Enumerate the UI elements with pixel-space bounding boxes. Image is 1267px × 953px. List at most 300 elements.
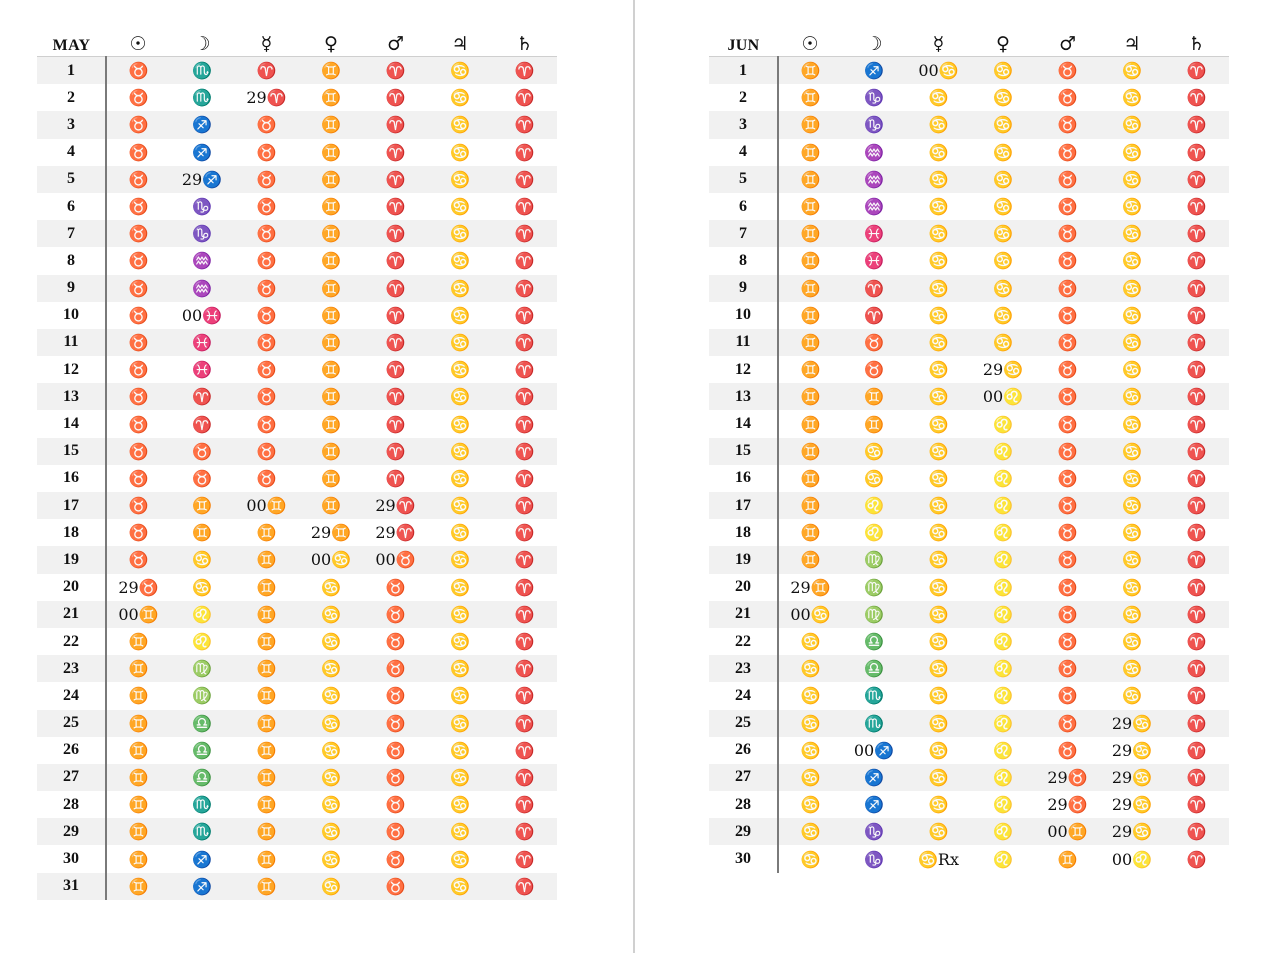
day-number-cell: 24: [709, 682, 778, 709]
venus-sign-cell: ♋: [321, 604, 341, 624]
saturn-sign-cell: ♈: [1186, 414, 1207, 434]
mars-sign-cell: ♉: [1057, 61, 1078, 81]
jupiter-sign-cell: ♋: [450, 224, 470, 244]
mars-sign-cell: ♉: [1057, 115, 1078, 135]
mars-sign-cell: ♉: [1057, 550, 1078, 570]
mars-sign-cell: ♈: [385, 387, 406, 407]
mercury-sign-cell: ♊: [256, 577, 277, 597]
mercury-sign-cell: ♋: [928, 686, 949, 706]
moon-sign-cell: ♋: [192, 550, 212, 570]
mars-sign-cell: ♉: [385, 686, 406, 706]
jupiter-sign-cell: 29♋: [1111, 795, 1153, 815]
table-row: [709, 329, 1229, 356]
mercury-sign-cell: ♉: [256, 305, 277, 325]
jupiter-sign-cell: ♋: [450, 387, 470, 407]
moon-sign-cell: ♎: [192, 767, 212, 787]
jupiter-sign-cell: ♋: [1122, 332, 1142, 352]
jupiter-sign-cell: ♋: [450, 169, 470, 189]
saturn-sign-cell: ♈: [514, 197, 535, 217]
table-row: [709, 655, 1229, 682]
mercury-sign-cell: ♉: [256, 251, 277, 271]
sun-sign-cell: ♊: [128, 659, 149, 679]
sun-sign-cell: ♉: [128, 224, 149, 244]
mercury-sign-cell: ♋: [928, 169, 949, 189]
saturn-sign-cell: ♈: [514, 767, 535, 787]
table-row: [37, 519, 557, 546]
moon-sign-cell: ♌: [192, 604, 212, 624]
mercury-sign-cell: ♋: [928, 197, 949, 217]
day-number-cell: 8: [709, 247, 778, 274]
moon-icon: ☽: [193, 33, 211, 55]
mercury-sign-cell: ♋: [928, 632, 949, 652]
venus-sign-cell: ♋: [993, 251, 1013, 271]
moon-sign-cell: ♎: [864, 659, 884, 679]
jupiter-sign-cell: ♋: [1122, 659, 1142, 679]
saturn-icon: ♄: [1187, 33, 1206, 55]
mercury-sign-cell: ♊: [256, 659, 277, 679]
mars-sign-cell: ♉: [1057, 142, 1078, 162]
venus-sign-cell: ♋: [321, 686, 341, 706]
table-row: [709, 574, 1229, 601]
saturn-sign-cell: ♈: [1186, 577, 1207, 597]
day-number-cell: 11: [709, 329, 778, 356]
moon-sign-cell: ♌: [864, 523, 884, 543]
table-row: [709, 465, 1229, 492]
mars-sign-cell: ♈: [385, 197, 406, 217]
sun-sign-cell: ♊: [800, 61, 821, 81]
day-number-cell: 23: [709, 655, 778, 682]
day-number-cell: 14: [37, 410, 106, 437]
jupiter-sign-cell: 00♌: [1111, 849, 1153, 869]
jupiter-sign-cell: ♋: [1122, 61, 1142, 81]
day-number-cell: 24: [37, 682, 106, 709]
mars-sign-cell: ♈: [385, 332, 406, 352]
saturn-sign-cell: ♈: [514, 795, 535, 815]
sun-icon: ☉: [801, 33, 819, 55]
table-row: [37, 492, 557, 519]
sun-sign-cell: ♊: [128, 632, 149, 652]
table-row: [37, 410, 557, 437]
jupiter-sign-cell: ♋: [1122, 632, 1142, 652]
sun-sign-cell: ♊: [128, 713, 149, 733]
sun-sign-cell: 00♋: [790, 604, 831, 624]
moon-sign-cell: ♑: [192, 197, 212, 217]
saturn-sign-cell: ♈: [1186, 822, 1207, 842]
day-number-cell: 9: [37, 275, 106, 302]
saturn-sign-cell: ♈: [514, 523, 535, 543]
mercury-sign-cell: 00♊: [246, 496, 287, 516]
sun-sign-cell: ♊: [800, 523, 821, 543]
table-row: [709, 275, 1229, 302]
mars-sign-cell: ♉: [1057, 577, 1078, 597]
jupiter-sign-cell: ♋: [1122, 387, 1142, 407]
table-row: [709, 438, 1229, 465]
venus-sign-cell: ♋: [993, 142, 1013, 162]
table-row: [709, 193, 1229, 220]
venus-sign-cell: ♌: [993, 659, 1013, 679]
table-row: [37, 383, 557, 410]
sun-sign-cell: ♋: [800, 713, 821, 733]
moon-sign-cell: ♉: [864, 332, 884, 352]
jupiter-sign-cell: 29♋: [1111, 713, 1153, 733]
saturn-sign-cell: ♈: [514, 387, 535, 407]
moon-sign-cell: ♐: [192, 849, 212, 869]
venus-sign-cell: ♌: [993, 795, 1013, 815]
mars-sign-cell: ♉: [385, 795, 406, 815]
venus-sign-cell: 00♌: [982, 387, 1024, 407]
mars-sign-cell: ♈: [385, 142, 406, 162]
saturn-sign-cell: ♈: [514, 88, 535, 108]
may-table-body: [37, 57, 557, 900]
mercury-sign-cell: ♊: [256, 876, 277, 896]
mercury-sign-cell: ♋: [928, 523, 949, 543]
table-row: [709, 383, 1229, 410]
mars-sign-cell: ♈: [385, 441, 406, 461]
sun-sign-cell: ♊: [800, 278, 821, 298]
day-number-cell: 25: [709, 710, 778, 737]
mercury-sign-cell: 29♈: [246, 88, 287, 108]
venus-sign-cell: ♊: [321, 224, 341, 244]
sun-sign-cell: ♋: [800, 822, 821, 842]
sun-sign-cell: ♉: [128, 496, 149, 516]
saturn-sign-cell: ♈: [514, 360, 535, 380]
venus-sign-cell: ♊: [321, 169, 341, 189]
table-row: [37, 465, 557, 492]
table-row: [709, 519, 1229, 546]
mars-sign-cell: ♈: [385, 414, 406, 434]
moon-sign-cell: ♊: [864, 387, 884, 407]
mars-sign-cell: ♉: [1057, 740, 1078, 760]
mercury-sign-cell: ♊: [256, 822, 277, 842]
venus-sign-cell: ♌: [993, 632, 1013, 652]
day-number-cell: 16: [709, 465, 778, 492]
day-number-cell: 28: [37, 791, 106, 818]
day-number-cell: 29: [37, 818, 106, 845]
venus-sign-cell: ♊: [321, 332, 341, 352]
table-row: [709, 546, 1229, 573]
day-number-cell: 22: [37, 628, 106, 655]
venus-sign-cell: ♋: [321, 876, 341, 896]
venus-sign-cell: ♌: [993, 523, 1013, 543]
jupiter-sign-cell: ♋: [450, 876, 470, 896]
jupiter-sign-cell: ♋: [450, 441, 470, 461]
moon-sign-cell: ♋: [864, 468, 884, 488]
sun-icon: ☉: [129, 33, 147, 55]
saturn-sign-cell: ♈: [514, 632, 535, 652]
jupiter-sign-cell: 29♋: [1111, 822, 1153, 842]
day-number-cell: 5: [709, 166, 778, 193]
mars-sign-cell: ♈: [385, 115, 406, 135]
mercury-sign-cell: ♊: [256, 686, 277, 706]
sun-sign-cell: ♊: [128, 795, 149, 815]
day-number-cell: 18: [37, 519, 106, 546]
jupiter-sign-cell: ♋: [450, 659, 470, 679]
jupiter-sign-cell: ♋: [450, 278, 470, 298]
mercury-sign-cell: ♉: [256, 332, 277, 352]
table-row: [37, 818, 557, 845]
day-number-cell: 27: [709, 764, 778, 791]
saturn-sign-cell: ♈: [514, 577, 535, 597]
mars-sign-cell: ♉: [1057, 224, 1078, 244]
sun-sign-cell: ♋: [800, 632, 821, 652]
mercury-sign-cell: ♋: [928, 550, 949, 570]
mars-sign-cell: 00♉: [375, 550, 416, 570]
sun-sign-cell: 00♊: [118, 604, 159, 624]
mars-sign-cell: ♉: [1057, 604, 1078, 624]
saturn-sign-cell: ♈: [1186, 740, 1207, 760]
saturn-sign-cell: ♈: [514, 740, 535, 760]
day-number-cell: 5: [37, 166, 106, 193]
sun-sign-cell: ♊: [128, 767, 149, 787]
mercury-sign-cell: ♉: [256, 197, 277, 217]
sun-sign-cell: ♊: [800, 142, 821, 162]
sun-sign-cell: ♊: [800, 550, 821, 570]
day-number-cell: 2: [709, 84, 778, 111]
jupiter-sign-cell: ♋: [1122, 278, 1142, 298]
saturn-sign-cell: ♈: [514, 142, 535, 162]
day-number-cell: 26: [37, 737, 106, 764]
day-number-cell: 19: [37, 546, 106, 573]
sun-sign-cell: ♊: [800, 332, 821, 352]
day-number-cell: 17: [37, 492, 106, 519]
mercury-sign-cell: ♋: [928, 767, 949, 787]
mars-sign-cell: ♊: [1057, 849, 1078, 869]
day-number-cell: 16: [37, 465, 106, 492]
saturn-sign-cell: ♈: [1186, 441, 1207, 461]
mars-sign-cell: ♉: [1057, 414, 1078, 434]
moon-sign-cell: ♒: [192, 251, 212, 271]
saturn-sign-cell: ♈: [1186, 278, 1207, 298]
table-row: [37, 710, 557, 737]
moon-sign-cell: ♉: [192, 441, 212, 461]
venus-sign-cell: ♋: [993, 115, 1013, 135]
mars-sign-cell: ♉: [385, 713, 406, 733]
sun-sign-cell: ♋: [800, 767, 821, 787]
day-number-cell: 12: [37, 356, 106, 383]
mars-sign-cell: ♉: [1057, 169, 1078, 189]
venus-sign-cell: ♊: [321, 496, 341, 516]
sun-sign-cell: ♉: [128, 115, 149, 135]
venus-sign-cell: ♌: [993, 713, 1013, 733]
sun-sign-cell: ♊: [800, 468, 821, 488]
mercury-sign-cell: ♋Rx: [918, 849, 959, 869]
sun-sign-cell: ♉: [128, 332, 149, 352]
saturn-sign-cell: ♈: [1186, 468, 1207, 488]
venus-sign-cell: ♌: [993, 441, 1013, 461]
table-row: [37, 845, 557, 872]
moon-sign-cell: ♍: [864, 550, 884, 570]
mars-sign-cell: 00♊: [1047, 822, 1088, 842]
jupiter-sign-cell: ♋: [450, 632, 470, 652]
jun-ephemeris-table: [709, 28, 1229, 873]
mercury-sign-cell: ♊: [256, 604, 277, 624]
mercury-sign-cell: ♉: [256, 387, 277, 407]
venus-sign-cell: ♌: [993, 767, 1013, 787]
venus-sign-cell: ♌: [993, 468, 1013, 488]
venus-sign-cell: ♊: [321, 278, 341, 298]
saturn-sign-cell: ♈: [514, 550, 535, 570]
mars-sign-cell: 29♉: [1047, 767, 1088, 787]
day-number-cell: 12: [709, 356, 778, 383]
mars-sign-cell: ♈: [385, 360, 406, 380]
day-number-cell: 7: [37, 220, 106, 247]
mercury-sign-cell: ♋: [928, 251, 949, 271]
jupiter-sign-cell: ♋: [1122, 550, 1142, 570]
day-number-cell: 4: [37, 139, 106, 166]
sun-sign-cell: ♉: [128, 197, 149, 217]
day-number-cell: 21: [37, 601, 106, 628]
venus-sign-cell: ♋: [993, 197, 1013, 217]
table-row: [37, 655, 557, 682]
table-row: [709, 84, 1229, 111]
sun-sign-cell: ♊: [800, 115, 821, 135]
mars-sign-cell: ♉: [385, 767, 406, 787]
jupiter-sign-cell: ♋: [450, 305, 470, 325]
jupiter-sign-cell: ♋: [1122, 88, 1142, 108]
jupiter-sign-cell: ♋: [1122, 414, 1142, 434]
month-header: JUN: [727, 37, 760, 54]
moon-sign-cell: ♈: [192, 414, 212, 434]
jupiter-sign-cell: ♋: [450, 414, 470, 434]
moon-sign-cell: ♍: [864, 604, 884, 624]
venus-icon: ♀: [324, 33, 338, 55]
moon-sign-cell: ♒: [864, 197, 884, 217]
moon-sign-cell: ♏: [864, 686, 884, 706]
moon-sign-cell: ♏: [864, 713, 884, 733]
venus-sign-cell: ♊: [321, 197, 341, 217]
day-number-cell: 22: [709, 628, 778, 655]
table-row: [37, 139, 557, 166]
jupiter-sign-cell: ♋: [1122, 305, 1142, 325]
jupiter-sign-cell: ♋: [1122, 169, 1142, 189]
venus-sign-cell: ♋: [993, 305, 1013, 325]
table-row: [709, 166, 1229, 193]
sun-sign-cell: ♊: [128, 876, 149, 896]
saturn-sign-cell: ♈: [1186, 550, 1207, 570]
saturn-sign-cell: ♈: [514, 115, 535, 135]
jupiter-sign-cell: ♋: [450, 360, 470, 380]
mercury-icon: ☿: [260, 33, 273, 55]
mars-sign-cell: ♉: [1057, 278, 1078, 298]
moon-sign-cell: ♏: [192, 822, 212, 842]
day-number-cell: 10: [709, 302, 778, 329]
mercury-sign-cell: ♊: [256, 795, 277, 815]
moon-sign-cell: ♍: [864, 577, 884, 597]
mars-sign-cell: 29♈: [375, 496, 416, 516]
sun-sign-cell: ♊: [800, 169, 821, 189]
mercury-sign-cell: ♋: [928, 88, 949, 108]
table-row: [37, 220, 557, 247]
sun-sign-cell: ♉: [128, 387, 149, 407]
saturn-sign-cell: ♈: [1186, 767, 1207, 787]
table-row: [37, 546, 557, 573]
mercury-sign-cell: ♊: [256, 849, 277, 869]
jupiter-sign-cell: ♋: [450, 550, 470, 570]
day-number-cell: 7: [709, 220, 778, 247]
jupiter-sign-cell: ♋: [450, 849, 470, 869]
venus-sign-cell: ♋: [321, 767, 341, 787]
jupiter-sign-cell: ♋: [1122, 496, 1142, 516]
mercury-sign-cell: ♋: [928, 659, 949, 679]
saturn-sign-cell: ♈: [1186, 849, 1207, 869]
saturn-sign-cell: ♈: [514, 61, 535, 81]
jupiter-sign-cell: ♋: [1122, 251, 1142, 271]
sun-sign-cell: ♉: [128, 61, 149, 81]
mars-sign-cell: ♈: [385, 169, 406, 189]
saturn-sign-cell: ♈: [1186, 496, 1207, 516]
moon-sign-cell: ♈: [192, 387, 212, 407]
saturn-sign-cell: ♈: [514, 659, 535, 679]
saturn-sign-cell: ♈: [514, 686, 535, 706]
venus-sign-cell: ♋: [993, 332, 1013, 352]
mars-sign-cell: ♉: [385, 659, 406, 679]
mercury-sign-cell: ♋: [928, 795, 949, 815]
mercury-sign-cell: ♋: [928, 387, 949, 407]
moon-sign-cell: ♋: [864, 441, 884, 461]
saturn-sign-cell: ♈: [1186, 523, 1207, 543]
venus-sign-cell: ♊: [321, 115, 341, 135]
jupiter-sign-cell: ♋: [450, 523, 470, 543]
mercury-sign-cell: ♋: [928, 713, 949, 733]
mercury-sign-cell: ♈: [256, 61, 277, 81]
moon-sign-cell: ♎: [864, 632, 884, 652]
day-number-cell: 15: [709, 438, 778, 465]
jupiter-sign-cell: ♋: [1122, 115, 1142, 135]
sun-sign-cell: ♋: [800, 849, 821, 869]
venus-sign-cell: ♌: [993, 822, 1013, 842]
mercury-sign-cell: ♋: [928, 822, 949, 842]
mars-sign-cell: ♉: [1057, 713, 1078, 733]
day-number-cell: 23: [37, 655, 106, 682]
day-number-cell: 6: [709, 193, 778, 220]
moon-sign-cell: ♈: [864, 278, 884, 298]
mercury-sign-cell: ♋: [928, 604, 949, 624]
venus-sign-cell: ♌: [993, 496, 1013, 516]
venus-sign-cell: ♌: [993, 577, 1013, 597]
table-row: [709, 220, 1229, 247]
sun-sign-cell: ♊: [128, 686, 149, 706]
saturn-sign-cell: ♈: [1186, 142, 1207, 162]
jupiter-sign-cell: ♋: [450, 332, 470, 352]
venus-sign-cell: ♊: [321, 441, 341, 461]
jupiter-sign-cell: ♋: [450, 496, 470, 516]
moon-sign-cell: ♑: [864, 822, 884, 842]
venus-sign-cell: ♋: [321, 659, 341, 679]
saturn-sign-cell: ♈: [514, 849, 535, 869]
saturn-sign-cell: ♈: [1186, 795, 1207, 815]
moon-sign-cell: ♊: [192, 523, 212, 543]
jupiter-sign-cell: 29♋: [1111, 740, 1153, 760]
sun-sign-cell: ♋: [800, 686, 821, 706]
day-number-cell: 31: [37, 873, 106, 900]
page-divider: [633, 0, 635, 953]
sun-sign-cell: ♋: [800, 740, 821, 760]
mercury-sign-cell: ♋: [928, 577, 949, 597]
sun-sign-cell: ♊: [800, 88, 821, 108]
saturn-sign-cell: ♈: [514, 604, 535, 624]
moon-sign-cell: ♈: [864, 305, 884, 325]
jupiter-sign-cell: ♋: [450, 468, 470, 488]
mercury-sign-cell: ♉: [256, 360, 277, 380]
sun-sign-cell: ♉: [128, 441, 149, 461]
moon-sign-cell: ♒: [864, 169, 884, 189]
jupiter-sign-cell: ♋: [1122, 577, 1142, 597]
moon-sign-cell: ♑: [864, 88, 884, 108]
saturn-sign-cell: ♈: [1186, 387, 1207, 407]
jupiter-sign-cell: ♋: [450, 822, 470, 842]
sun-sign-cell: ♉: [128, 360, 149, 380]
table-row: [37, 791, 557, 818]
